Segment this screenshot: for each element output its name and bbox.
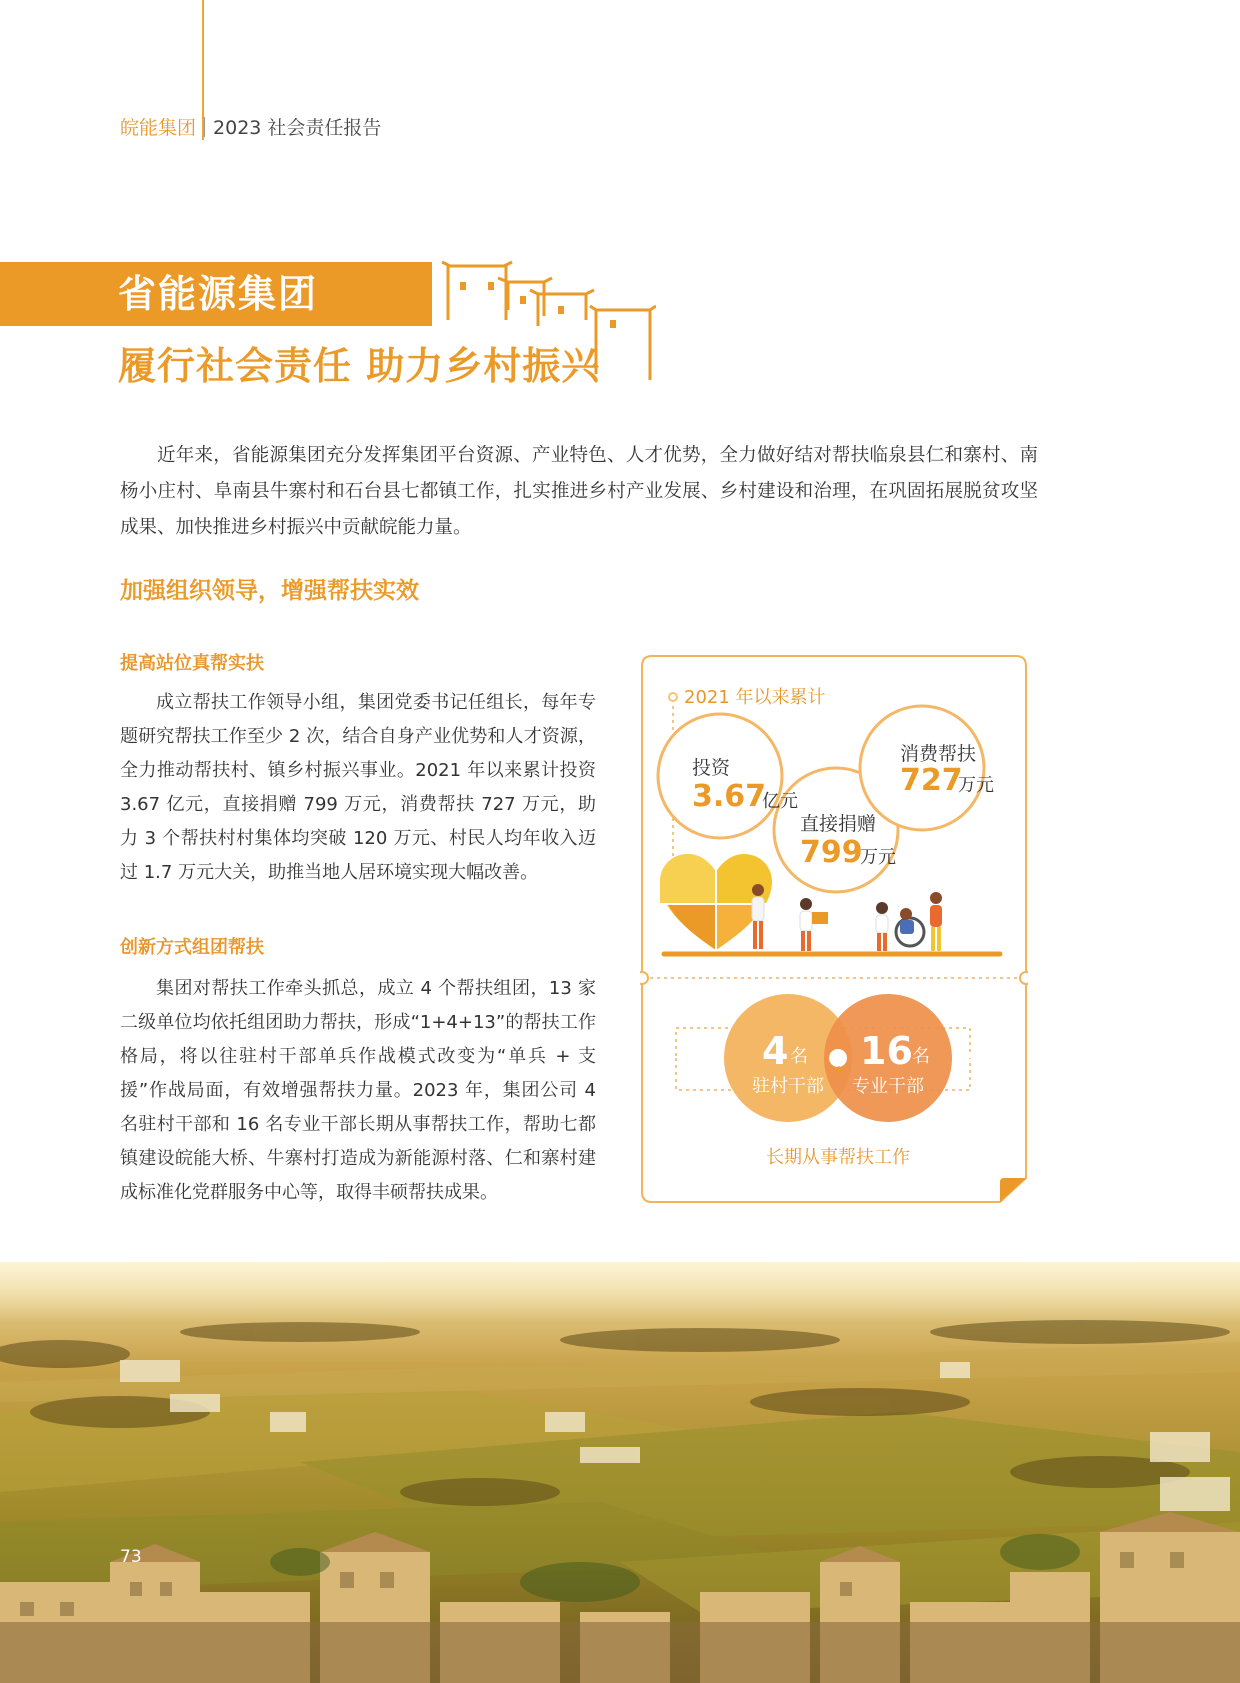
subheading-2: 创新方式组团帮扶 — [120, 937, 264, 958]
infographic-card — [640, 654, 1028, 1204]
rural-landscape-photo — [0, 1262, 1240, 1683]
intro-paragraph: 近年来，省能源集团充分发挥集团平台资源、产业特色、人才优势，全力做好结对帮扶临泉县仁和寨村、南杨小庄村、阜南县牛寨村和石台县七都镇工作，扎实推进乡村产业发展、乡村建设和治理，在巩固拓展脱贫攻坚成果、加快推进乡村振兴中贡献皖能力量。 — [120, 445, 1038, 538]
investment-label: 投资 — [692, 757, 731, 779]
consumption-label: 消费帮扶 — [900, 743, 977, 765]
running-header — [120, 116, 381, 140]
body-paragraph-1: 成立帮扶工作领导小组，集团党委书记任组长，每年专题研究帮扶工作至少 2 次，结合自身产业优势和人才资源，全力推动帮扶村、镇乡村振兴事业。2021 年以来累计投资 3.67 亿元，直接捐赠 799 万元，消费帮扶 727 万元，助力 3 个帮扶村村集体均突破 120 万元、村民人均年收入迈过 1.7 万元大关，助推当地人居环境实现大幅改善。 — [120, 692, 596, 883]
infographic-frame — [640, 654, 1028, 1204]
donation-value: 799 — [800, 835, 863, 870]
page-title-line1: 省能源集团 — [118, 272, 319, 316]
village-cadres-unit: 名 — [790, 1046, 808, 1067]
village-cadres-count: 4 — [762, 1029, 789, 1073]
page-number: 73 — [120, 1547, 142, 1567]
consumption-unit: 万元 — [958, 775, 994, 796]
timeline-dot — [668, 692, 678, 702]
pro-cadres-unit: 名 — [912, 1046, 930, 1067]
investment-value: 3.67 — [692, 779, 767, 814]
header-separator — [204, 117, 205, 137]
report-title: 2023 社会责任报告 — [213, 117, 382, 139]
consumption-value: 727 — [900, 763, 963, 798]
donation-unit: 万元 — [860, 847, 896, 868]
subheading-1: 提高站位真帮实扶 — [120, 653, 264, 674]
brand-name: 皖能集团 — [120, 117, 197, 139]
long-term-label: 长期从事帮扶工作 — [758, 1146, 918, 1170]
page-title-line2: 履行社会责任 助力乡村振兴 — [118, 344, 601, 388]
investment-unit: 亿元 — [762, 791, 798, 812]
section-heading: 加强组织领导，增强帮扶实效 — [120, 578, 419, 604]
donation-label: 直接捐赠 — [800, 813, 877, 835]
village-cadres-label: 驻村干部 — [752, 1076, 824, 1097]
since-label: 2021 年以来累计 — [684, 687, 826, 708]
pro-cadres-label: 专业干部 — [852, 1076, 924, 1097]
body-paragraph-2: 集团对帮扶工作牵头抓总，成立 4 个帮扶组团，13 家二级单位均依托组团助力帮扶，形成“1+4+13”的帮扶工作格局，将以往驻村干部单兵作战模式改变为“单兵 + 支援”作战局面，有效增强帮扶力量。2023 年，集团公司 4 名驻村干部和 16 名专业干部长期从事帮扶工作，帮助七都镇建设皖能大桥、牛寨村打造成为新能源村落、仁和寨村建成标准化党群服务中心等，取得丰硕帮扶成果。 — [120, 978, 596, 1203]
pro-cadres-count: 16 — [860, 1029, 913, 1073]
plus-sign: + — [833, 1063, 845, 1079]
